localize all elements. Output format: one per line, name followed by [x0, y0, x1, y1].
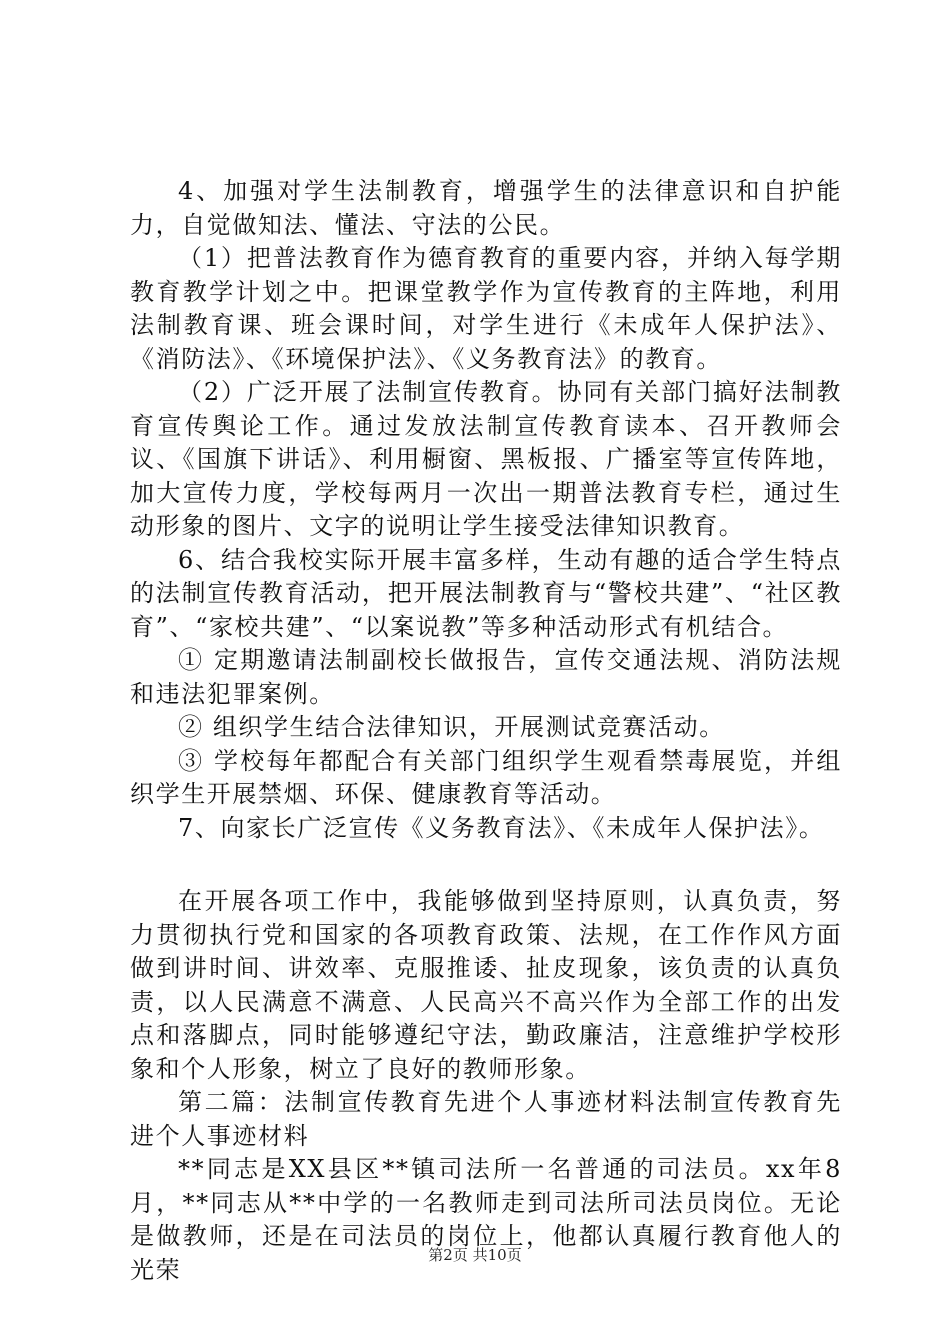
document-body — [130, 175, 842, 1287]
page-footer: 第2页 共10页 — [428, 1246, 522, 1264]
paragraph-bullet-2: ② 组织学生结合法律知识，开展测试竞赛活动。 — [178, 713, 725, 741]
paragraph-bullet-3: ③ 学校每年都配合有关部门组织学生观看禁毒展览，并组织学生开展禁烟、环保、健康教育等活动。 — [130, 746, 842, 808]
paragraph-profile: **同志是XX县区**镇司法所一名普通的司法员。xx年8月，**同志从**中学的一名教师走到司法所司法员岗位。无论是做教师，还是在司法员的岗位上，他都认真履行教育他人的光荣 — [130, 1155, 842, 1284]
paragraph-sub-2: （2）广泛开展了法制宣传教育。协同有关部门搞好法制教育宣传舆论工作。通过发放法制宣传教育读本、召开教师会议、《国旗下讲话》、利用橱窗、黑板报、广播室等宣传阵地，加大宣传力度，学校每两月一次出一期普法教育专栏，通过生动形象的图片、文字的说明让学生接受法律知识教育。 — [130, 378, 842, 540]
paragraph-summary: 在开展各项工作中，我能够做到坚持原则，认真负责，努力贯彻执行党和国家的各项教育政策、法规，在工作作风方面做到讲时间、讲效率、克服推诿、扯皮现象，该负责的认真负责，以人民满意不满意、人民高兴不高兴作为全部工作的出发点和落脚点，同时能够遵纪守法，勤政廉洁，注意维护学校形象和个人形象，树立了良好的教师形象。 — [130, 887, 842, 1083]
paragraph-item-4: 4、加强对学生法制教育，增强学生的法律意识和自护能力，自觉做知法、懂法、守法的公民。 — [130, 177, 842, 239]
paragraph-bullet-1: ① 定期邀请法制副校长做报告，宣传交通法规、消防法规和违法犯罪案例。 — [130, 646, 842, 708]
section-heading: 第二篇：法制宣传教育先进个人事迹材料法制宣传教育先进个人事迹材料 — [130, 1088, 842, 1150]
paragraph-item-7: 7、向家长广泛宣传《义务教育法》、《未成年人保护法》。 — [178, 813, 825, 842]
paragraph-item-6: 6、结合我校实际开展丰富多样，生动有趣的适合学生特点的法制宣传教育活动，把开展法制教育与“警校共建”、“社区教育”、“家校共建”、“以案说教”等多种活动形式有机结合。 — [130, 545, 842, 641]
section-gap — [130, 845, 842, 885]
paragraph-sub-1: （1）把普法教育作为德育教育的重要内容，并纳入每学期教育教学计划之中。把课堂教学作为宣传教育的主阵地，利用法制教育课、班会课时间，对学生进行《未成年人保护法》、《消防法》、《环境保护法》、《义务教育法》的教育。 — [130, 244, 842, 373]
